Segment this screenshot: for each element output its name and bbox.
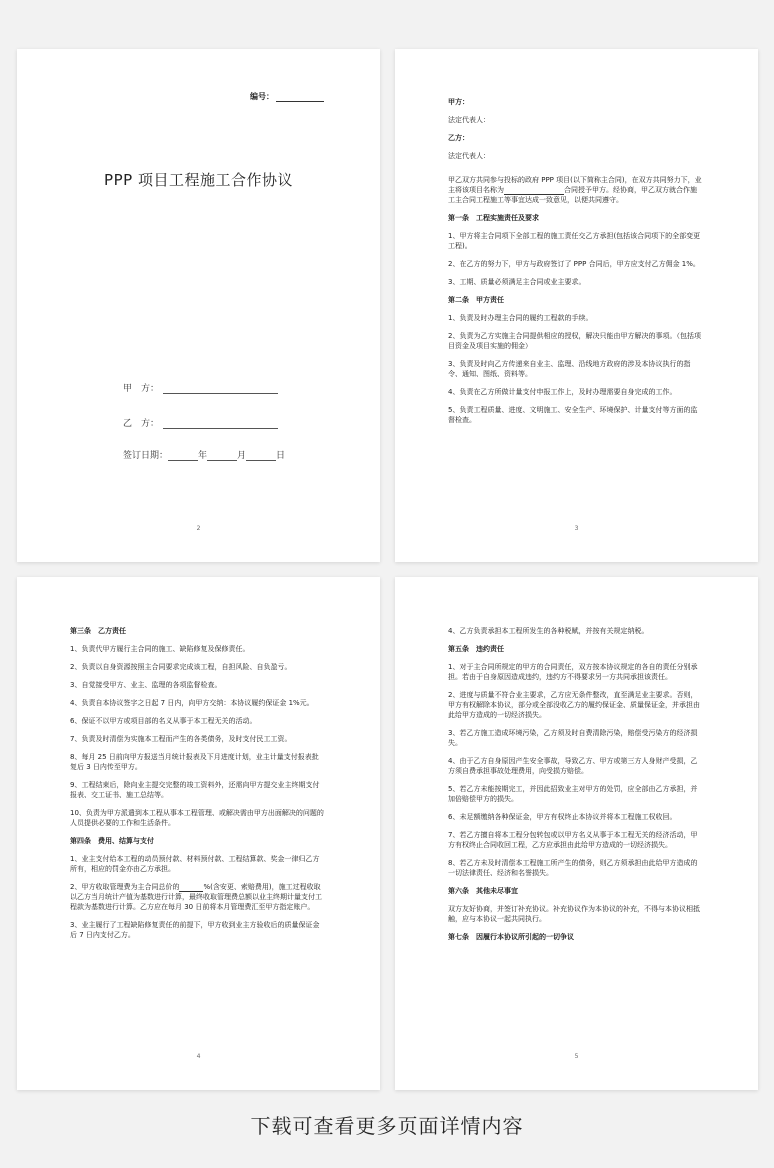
- article-1-item: 2、在乙方的努力下，甲方与政府签订了 PPP 合同后，甲方应支付乙方佣金 1%。: [448, 260, 700, 268]
- document-page-5: [395, 577, 758, 1090]
- article-4-item: 3、业主履行了工程缺陷修复责任的前提下，甲方收到业主方验收后的质量保证金后 7 日内支付乙方。: [70, 921, 320, 939]
- document-title: PPP 项目工程施工合作协议: [104, 171, 293, 189]
- article-3-item: 7、负责及时清偿为实施本工程而产生的各类债务，及时支付民工工资。: [70, 735, 292, 743]
- document-page-3: [395, 49, 758, 562]
- article-3-item: 3、自觉接受甲方、业主、监理的各项监督检查。: [70, 681, 222, 689]
- article-2-item: 1、负责及时办理主合同的履约工程款的手续。: [448, 314, 593, 322]
- document-page-cover: [17, 49, 380, 562]
- party-b-representative: 法定代表人：: [448, 152, 490, 160]
- article-1-title: 第一条 工程实施责任及要求: [448, 214, 539, 222]
- page-body: [448, 97, 703, 433]
- article-6-text: 双方友好协商，并签订补充协议。补充协议作为本协议的补充，不得与本协议相抵触，应与本协议一起共同执行。: [448, 905, 700, 923]
- page-body: [448, 626, 703, 950]
- article-4-item: 1、业主支付给本工程的动员预付款、材料预付款、工程结算款、奖金一律归乙方所有，相应的罚金亦由乙方承担。: [70, 855, 320, 873]
- article-5-item: 2、进度与质量不符合业主要求，乙方应无条件整改，直至满足业主要求。否则，甲方有权解除本协议，部分或全部没收乙方的履约保证金、质量保证金，并承担由此给甲方造成的一切经济损失。: [448, 691, 700, 719]
- article-4-title: 第四条 费用、结算与支付: [70, 837, 154, 845]
- article-3-item: 6、保证不以甲方或项目部的名义从事于本工程无关的活动。: [70, 717, 257, 725]
- article-2-item: 3、负责及时向乙方传递来自业主、监理、沿线地方政府的涉及本协议执行的指令、通知、图纸、资料等。: [448, 360, 691, 378]
- document-page-4: [17, 577, 380, 1090]
- article-5-title: 第五条 违约责任: [448, 645, 504, 653]
- party-b-signature-line: 乙 方：: [123, 416, 278, 429]
- article-5-item: 7、若乙方擅自将本工程分包转包或以甲方名义从事于本工程无关的经济活动，甲方有权终止合同收回工程，乙方应承担由此给甲方造成的一切经济损失。: [448, 831, 698, 849]
- party-a-representative: 法定代表人：: [448, 116, 490, 124]
- article-3-item: 8、每月 25 日前向甲方报送当月统计报表及下月进度计划，业主计量支付报表批复后 3 日内传至甲方。: [70, 753, 319, 771]
- article-2-item: 5、负责工程质量、进度、文明施工、安全生产、环境保护、计量支付等方面的监督检查。: [448, 406, 698, 424]
- article-5-item: 3、若乙方施工造成环境污染，乙方须及时自费清除污染，赔偿受污染方的经济损失。: [448, 729, 698, 747]
- article-2-item: 2、负责为乙方实施主合同提供相应的授权，解决只能由甲方解决的事项。（包括项目资金及项目实施的佣金）: [448, 332, 701, 350]
- article-3-item: 4、负责自本协议签字之日起 7 日内，向甲方交纳：本协议履约保证金 1%元。: [70, 699, 314, 707]
- article-5-item: 6、未足额缴纳各种保证金，甲方有权终止本协议并将本工程施工权收回。: [448, 813, 677, 821]
- article-2-item: 4、负责在乙方所做计量支付申报工作上，及时办理需要自身完成的工作。: [448, 388, 677, 396]
- party-a-signature-line: 甲 方：: [123, 381, 278, 394]
- party-a-label: 甲方：: [448, 98, 469, 106]
- article-3-title: 第三条 乙方责任: [70, 627, 126, 635]
- page-number: 3: [574, 525, 579, 532]
- article-5-item: 8、若乙方未及时清偿本工程施工所产生的债务，则乙方须承担由此给甲方造成的一切法律责任、经济和名誉损失。: [448, 859, 698, 877]
- page-number: 4: [196, 1053, 201, 1060]
- article-6-title: 第六条 其他未尽事宜: [448, 887, 518, 895]
- intro-paragraph: 甲乙双方共同参与投标的政府 PPP 项目(以下简称主合同)，在双方共同努力下，业主将该项目名称为 合同授予甲方。经协商，甲乙双方就合作施工主合同工程施工等事宜达成一致意见，以便共同遵守。: [448, 176, 702, 204]
- article-3-item: 10、负责为甲方派遣到本工程从事本工程管理、或解决需由甲方出面解决的问题的人员提供必要的工作和生活条件。: [70, 809, 324, 827]
- signing-date-line: 签订日期： 年 月 日: [123, 451, 286, 461]
- page-number: 2: [196, 525, 201, 532]
- page-number: 5: [574, 1053, 579, 1060]
- article-1-item: 1、甲方将主合同项下全部工程的施工责任交乙方承担(包括该合同项下的全部变更工程)。: [448, 232, 701, 250]
- article-3-item: 2、负责以自身资源按照主合同要求完成该工程，自担风险、自负盈亏。: [70, 663, 292, 671]
- article-5-item: 1、对于主合同所规定的甲方的合同责任，双方按本协议规定的各自的责任分别承担。若由于自身原因造成违约，违约方不得要求另一方共同承担该责任。: [448, 663, 698, 681]
- article-5-item: 5、若乙方未能按期完工，并因此招致业主对甲方的处罚，应全部由乙方承担，并加倍赔偿甲方的损失。: [448, 785, 698, 803]
- article-5-item: 4、由于乙方自身原因产生安全事故，导致乙方、甲方或第三方人身财产受损，乙方须自费承担事故处理费用，向受损方赔偿。: [448, 757, 698, 775]
- party-b-label: 乙方：: [448, 134, 469, 142]
- serial-number-field: 编号：: [250, 91, 324, 102]
- article-4-item: 2、甲方收取管理费为主合同总价的 %(含安更、索赔费用)，施工过程收取以乙方当月统计产值为基数进行计算，最终收取管理费总额以业主终期计量支付工程款为基数进行计算。乙方应在每月 30 日前将本月管理费汇至甲方指定账户。: [70, 883, 322, 911]
- article-7-title: 第七条 因履行本协议所引起的一切争议: [448, 933, 574, 941]
- download-caption: 下载可查看更多页面详情内容: [250, 1114, 524, 1138]
- article-1-item: 3、工期、质量必须满足主合同或业主要求。: [448, 278, 586, 286]
- article-4-item: 4、乙方负责承担本工程所发生的各种税赋，并按有关规定纳税。: [448, 627, 649, 635]
- article-3-item: 9、工程结束后，除向业主提交完整的竣工资料外，还需向甲方提交业主终期支付报表、交工证书、施工总结等。: [70, 781, 320, 799]
- article-2-title: 第二条 甲方责任: [448, 296, 504, 304]
- article-3-item: 1、负责代甲方履行主合同的施工、缺陷修复及保修责任。: [70, 645, 250, 653]
- page-body: [70, 626, 325, 948]
